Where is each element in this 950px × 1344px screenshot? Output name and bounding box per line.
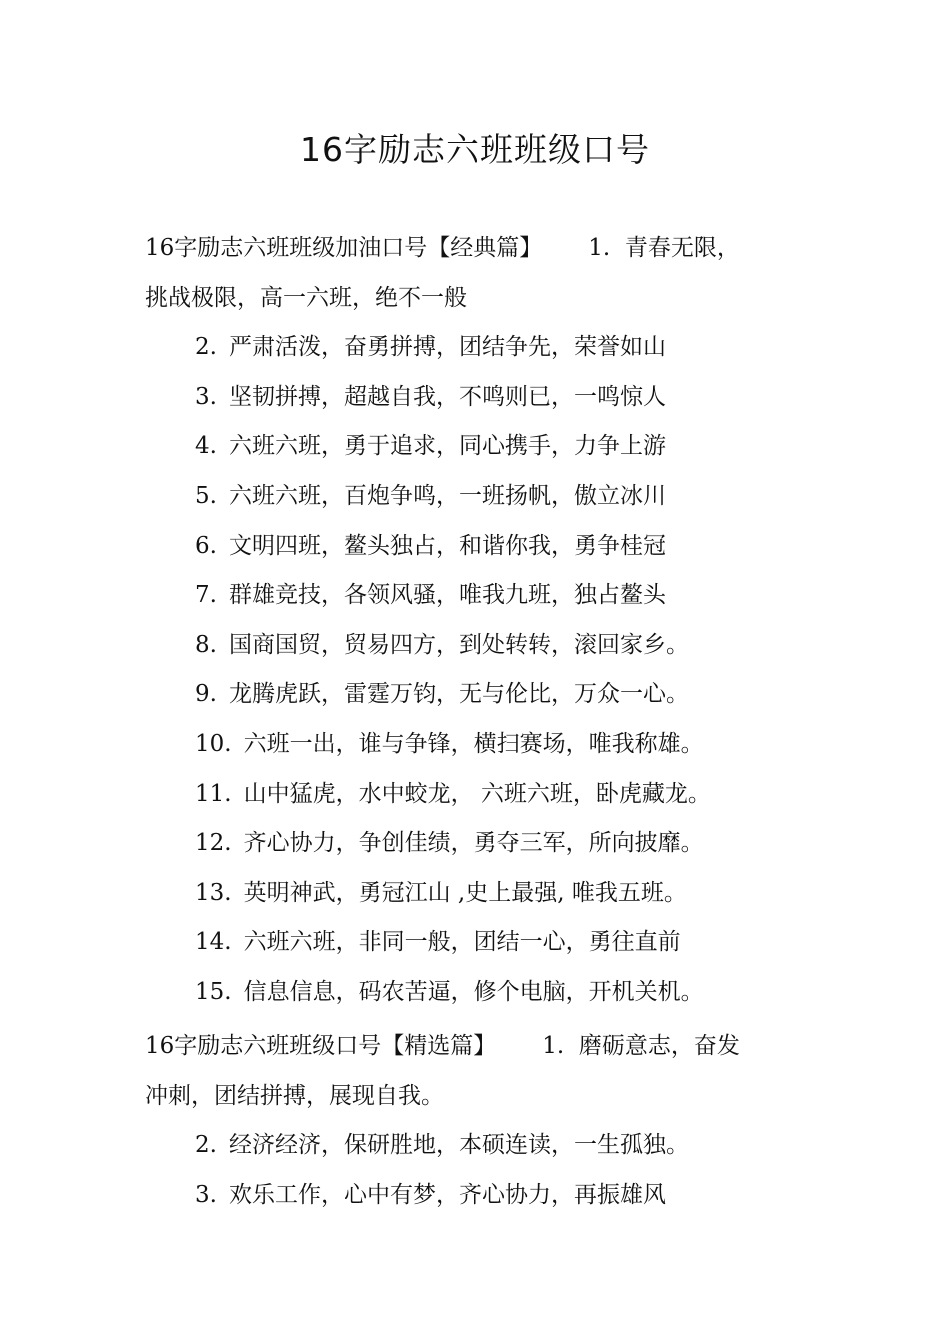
slogan-number: 1. [542,1033,565,1059]
page-title: 16字励志六班班级口号 [300,130,650,169]
section-heading: 16字励志六班班级口号【精选篇】 [145,1033,497,1059]
slogan-text: 群雄竞技，各领风骚，唯我九班，独占鳌头 [228,582,666,609]
slogan-item [145,472,820,522]
slogan-number: 15. [195,978,232,1005]
slogan-text: 龙腾虎跃，雷霆万钧，无与伦比，万众一心。 [228,681,689,708]
slogan-text: 六班六班，勇于追求，同心携手，力争上游 [228,433,666,460]
slogan-text: 六班六班，百炮争鸣，一班扬帆，傲立冰川 [228,482,666,509]
slogan-text: 经济经济，保研胜地，本硕连读，一生孤独。 [228,1132,689,1159]
slogan-text: 山中猛虎，水中蛟龙， 六班六班，卧虎藏龙。 [243,780,711,807]
slogan-number: 3. [195,1181,217,1208]
slogan-text: 磨砺意志，奋发 [578,1033,740,1059]
slogan-list [145,323,820,1017]
slogan-item [145,670,820,720]
slogan-item [145,918,820,968]
slogan-text: 严肃活泼，奋勇拼搏，团结争先，荣誉如山 [228,334,666,361]
slogan-number: 5. [195,482,217,509]
slogan-item [145,323,820,373]
slogan-text: 六班一出，谁与争锋，横扫赛场，唯我称雄。 [243,730,704,757]
section-heading: 16字励志六班班级加油口号【经典篇】 [145,235,543,261]
section-selected [145,1022,820,1220]
slogan-text: 国商国贸，贸易四方，到处转转，滚回家乡。 [228,631,689,658]
slogan-number: 6. [195,532,217,559]
slogan-item [145,522,820,572]
slogan-text: 英明神武，勇冠江山 ,史上最强, 唯我五班。 [243,879,687,906]
slogan-number: 11. [195,780,232,807]
section-heading-line [145,1022,820,1072]
slogan-number: 3. [195,383,217,410]
slogan-number: 1. [588,235,611,261]
slogan-number: 10. [195,730,232,757]
slogan-item [145,869,820,919]
section-classic [145,224,820,1018]
slogan-text: 齐心协力，争创佳绩，勇夺三军，所向披靡。 [243,830,704,857]
slogan-text: 信息信息，码农苦逼，修个电脑，开机关机。 [243,978,704,1005]
slogan-number: 9. [195,681,217,708]
slogan-item [145,968,820,1018]
slogan-item [145,422,820,472]
slogan-item [145,720,820,770]
slogan-number: 4. [195,433,217,460]
slogan-item [145,621,820,671]
slogan-number: 2. [195,334,217,361]
slogan-number: 14. [195,929,232,956]
section-heading-line [145,224,820,274]
slogan-number: 2. [195,1132,217,1159]
slogan-text: 六班六班，非同一般，团结一心，勇往直前 [243,929,681,956]
slogan-item [145,373,820,423]
slogan-item [145,1121,820,1171]
slogan-text: 青春无限， [624,235,740,261]
slogan-continuation: 挑战极限，高一六班，绝不一般 [145,284,467,311]
slogan-continuation: 冲刺，团结拼搏，展现自我。 [145,1082,444,1109]
slogan-number: 8. [195,631,217,658]
slogan-item [145,1171,820,1221]
slogan-number: 13. [195,879,232,906]
slogan-list [145,1121,820,1220]
slogan-number: 7. [195,582,217,609]
slogan-text: 文明四班，鳌头独占，和谐你我，勇争桂冠 [228,532,666,559]
slogan-item [145,770,820,820]
slogan-item [145,819,820,869]
slogan-text: 坚韧拼搏，超越自我，不鸣则已，一鸣惊人 [228,383,666,410]
slogan-text: 欢乐工作，心中有梦，齐心协力，再振雄风 [228,1181,666,1208]
slogan-number: 12. [195,830,232,857]
slogan-item [145,571,820,621]
